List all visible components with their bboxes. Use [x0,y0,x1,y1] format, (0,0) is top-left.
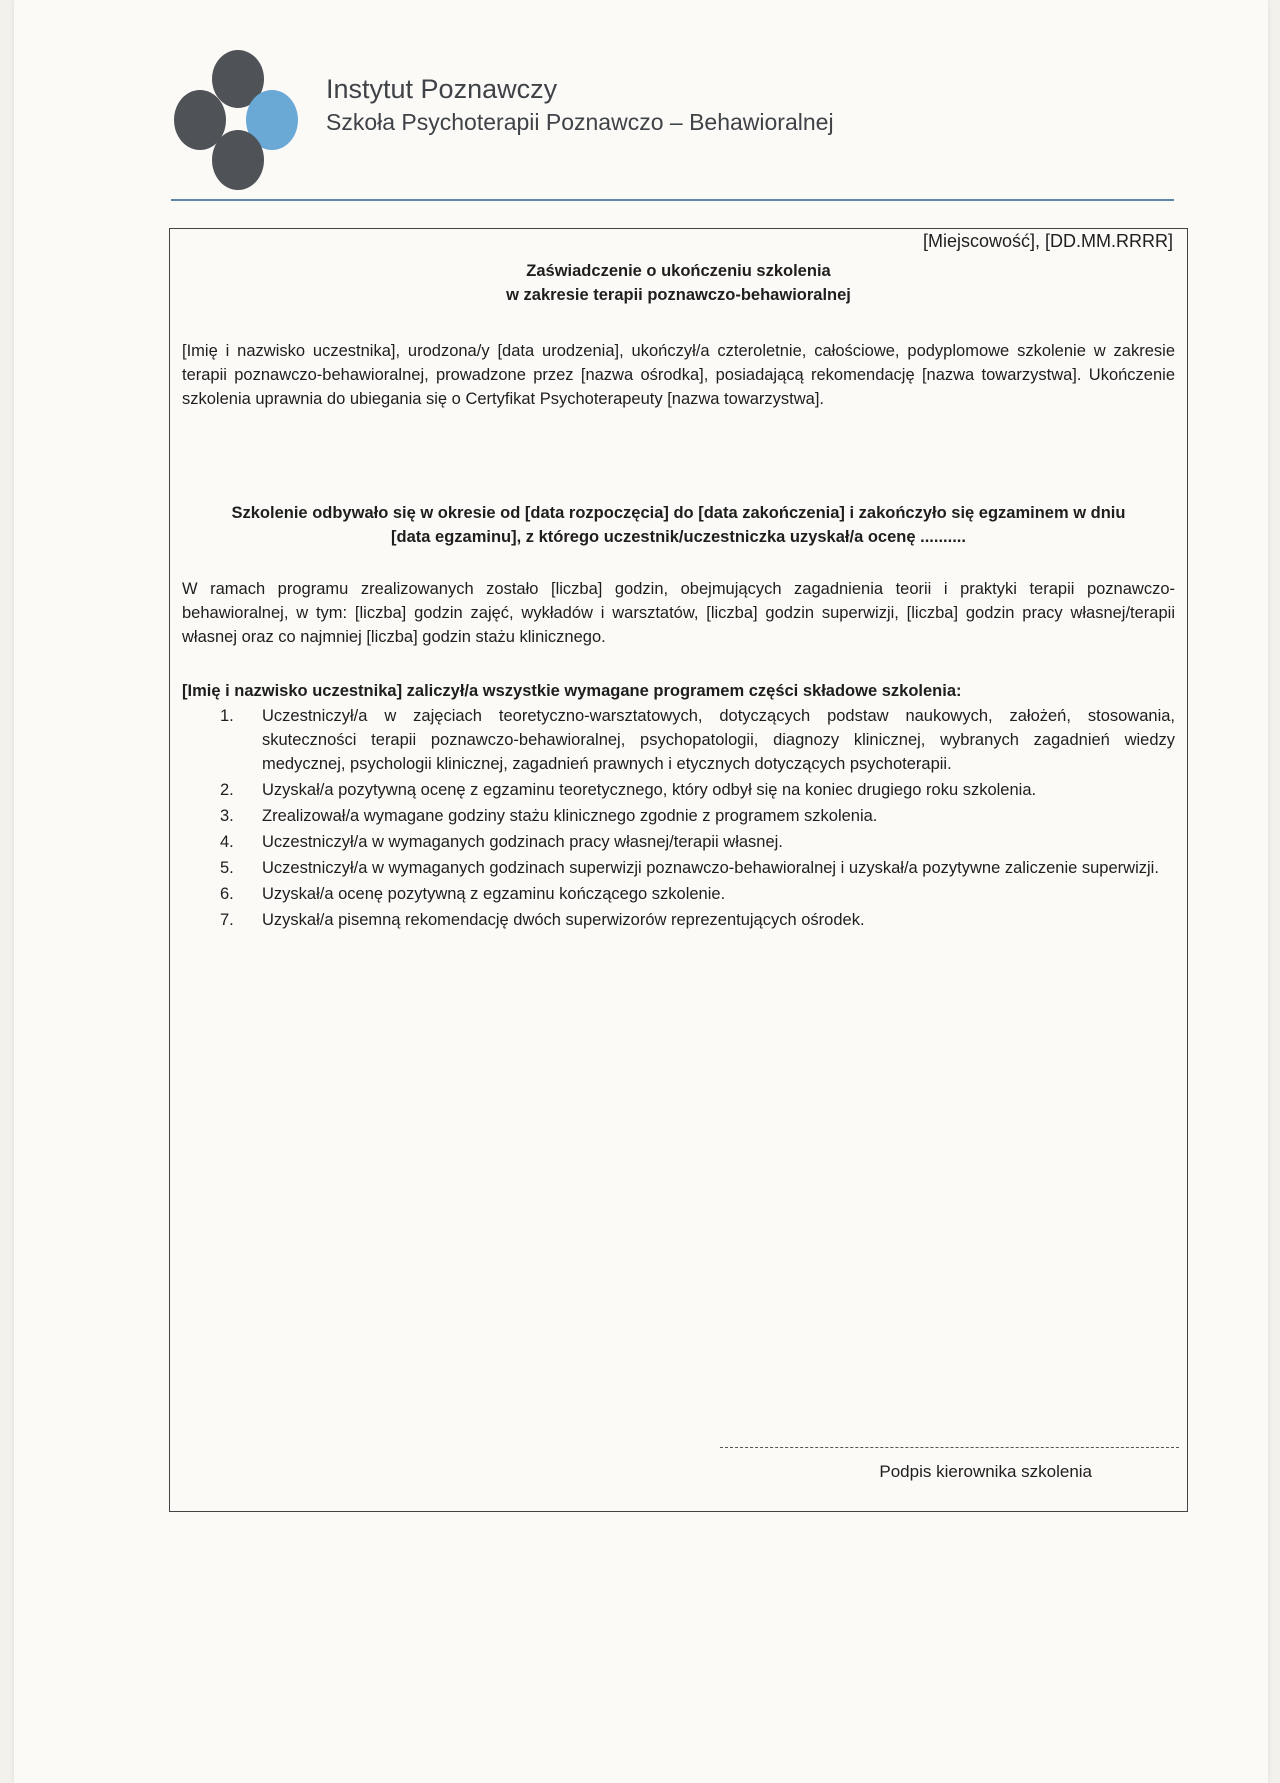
letterhead [326,74,834,136]
signature-area-blank [827,1364,1127,1504]
org-name: Instytut Poznawczy [326,74,558,104]
list-item: 2. Uzyskał/a pozytywną ocenę z egzaminu teoretycznego, który odbył się na koniec drugiego roku szkolenia. [220,781,1037,799]
school-name: Szkoła Psychoterapii Poznawczo – Behawioralnej [326,109,834,135]
signature-caption: Podpis kierownika szkolenia [879,1462,1092,1481]
list-item: 6. Uzyskał/a ocenę pozytywną z egzaminu kończącego szkolenie. [220,885,726,903]
document-page [14,0,1268,1783]
certificate-frame [169,228,1188,1512]
program-paragraph: W ramach programu zrealizowanych zostało [liczba] godzin, obejmujących zagadnienia teorii i praktyki terapii poznawczo-behawioralnej, w tym: [liczba] godzin zajęć, wykładów i warsztatów, [liczba] godzin superwizji, [liczba] godzin pracy własnej/terapii własnej oraz co najmniej [liczba] godzin stażu klinicznego. [182,580,1175,646]
intro-paragraph: [Imię i nazwisko uczestnika], urodzona/y [data urodzenia], ukończył/a czteroletnie, całościowe, podyplomowe szkolenie w zakresie terapii poznawczo-behawioralnej, prowadzone przez [nazwa ośrodka], posiadającą rekomendację [nazwa towarzystwa]. Ukończenie szkolenia uprawnia do ubiegania się o Certyfikat Psychoterapeuty [nazwa towarzystwa]. [182,342,1175,408]
signature-line [720,1447,1179,1448]
certificate-title: Zaświadczenie o ukończeniu szkolenia w zakresie terapii poznawczo-behawioralnej [506,262,851,304]
place-date: [Miejscowość], [DD.MM.RRRR] [922,231,1173,251]
list-item: 4. Uczestniczył/a w wymaganych godzinach pracy własnej/terapii własnej. [220,833,783,851]
requirements-intro: [Imię i nazwisko uczestnika] zaliczył/a wszystkie wymagane programem części składowe szkolenia: [182,682,962,700]
list-item: 3. Zrealizował/a wymagane godziny stażu klinicznego zgodnie z programem szkolenia. [220,807,878,825]
period-paragraph: Szkolenie odbywało się w okresie od [data rozpoczęcia] do [data zakończenia] i zakończyło się egzaminem w dniu [data egzaminu], z którego uczestnik/uczestniczka uzyskał/a ocenę .......... [231,504,1126,546]
list-item: 7. Uzyskał/a pisemną rekomendację dwóch superwizorów reprezentujących ośrodek. [220,911,865,929]
list-item: 1. Uczestniczył/a w zajęciach teoretyczno-warsztatowych, dotyczących podstaw naukowych, założeń, stosowania, skuteczności terapii poznawczo-behawioralnej, psychopatologii, diagnozy klinicznej, wybranych zagadnień wiedzy medycznej, psychologii klinicznej, zagadnień prawnych i etycznych dotyczących psychoterapii. [220,707,1175,773]
institute-logo-icon [174,50,324,180]
list-item: 5. Uczestniczył/a w wymaganych godzinach superwizji poznawczo-behawioralnej i uzyskał/a pozytywne zaliczenie superwizji. [220,859,1159,877]
requirements-list [182,704,1175,934]
header-divider [171,199,1174,201]
